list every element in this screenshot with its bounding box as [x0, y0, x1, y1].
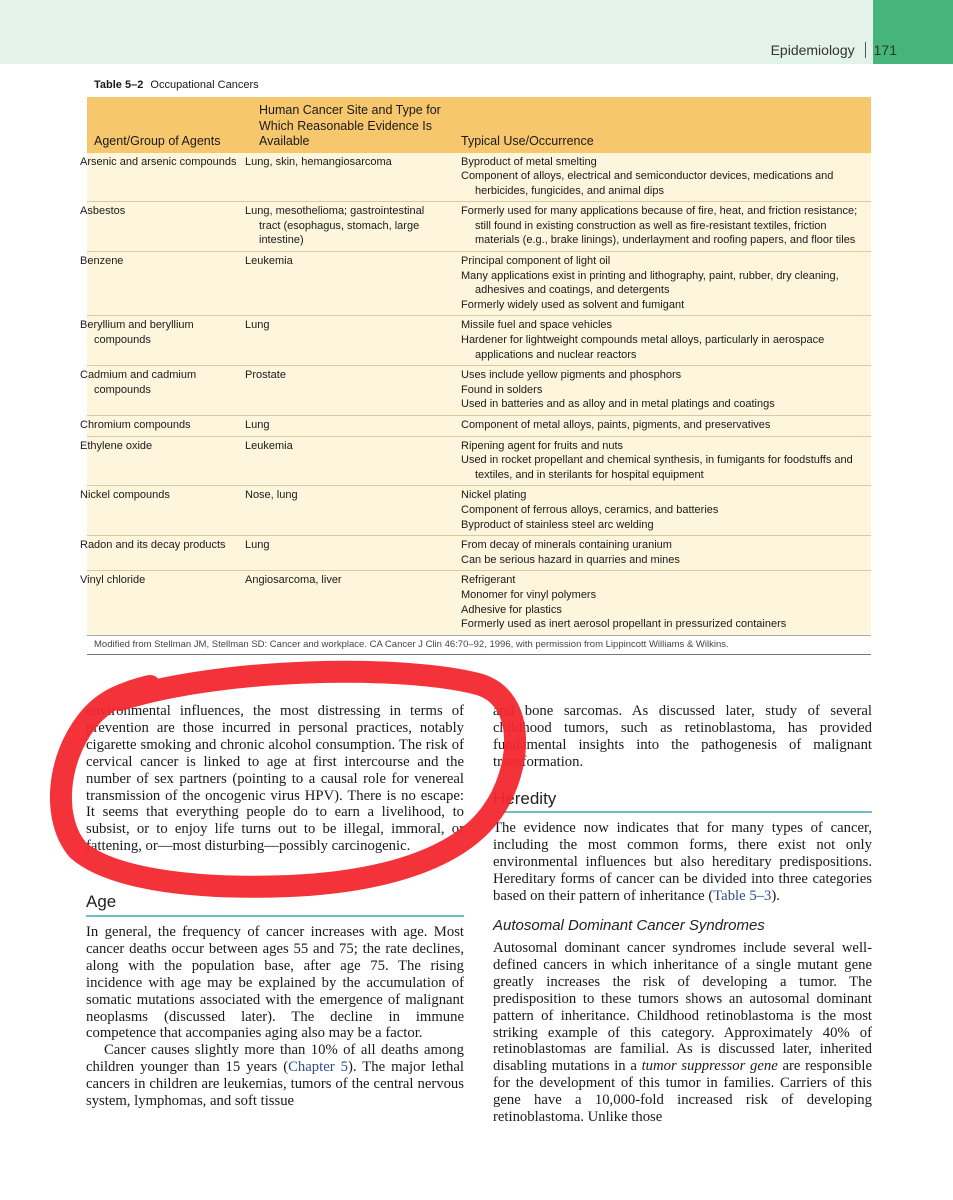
column-header-agent: Agent/Group of Agents [87, 97, 252, 153]
cancer-site-cell: Leukemia [252, 252, 454, 316]
use-cell [454, 536, 871, 571]
subheading-autosomal: Autosomal Dominant Cancer Syndromes [493, 917, 765, 934]
use-cell [454, 252, 871, 316]
use-entry: Monomer for vinyl polymers [461, 588, 597, 601]
use-entry: Ripening agent for fruits and nuts [461, 439, 624, 452]
use-cell [454, 436, 871, 486]
table-row [87, 202, 871, 252]
table-caption-title: Occupational Cancers [150, 79, 259, 91]
cancer-site-cell: Lung [252, 416, 454, 437]
cancer-site-cell: Nose, lung [252, 486, 454, 536]
paragraph-text: ). The major lethal cancers in children are leukemias, tumors of the central nervous system, lymphomas, and soft tissue [86, 1059, 464, 1110]
column-header-use: Typical Use/Occurrence [454, 97, 871, 153]
use-cell [454, 316, 871, 366]
use-cell [454, 366, 871, 416]
use-entry: Principal component of light oil [461, 255, 611, 268]
running-header [771, 42, 897, 58]
use-entry: Formerly used for many applications because of fire, heat, and friction resistance; still found in existing construction as well as fire-resistant textiles, friction materials (e.g., brake linings), underlayment and roofing papers, and floor tiles [461, 205, 858, 247]
use-entry: Refrigerant [461, 574, 516, 587]
table-caption [94, 79, 259, 91]
use-entry: Uses include yellow pigments and phosphors [461, 369, 682, 382]
table-row [87, 416, 871, 437]
use-entry: Hardener for lightweight compounds metal alloys, particularly in aerospace applications and nuclear reactors [461, 334, 825, 361]
left-column-intro [86, 703, 464, 855]
table-row [87, 571, 871, 635]
chapter-link[interactable]: Chapter 5 [288, 1059, 348, 1076]
use-entry: Missile fuel and space vehicles [461, 319, 613, 332]
right-column-intro [493, 703, 872, 771]
paragraph-text: ). [771, 887, 780, 904]
agent-cell: Radon and its decay products [87, 536, 252, 571]
section-rule-heredity [493, 811, 872, 813]
left-column-age [86, 924, 464, 1110]
use-cell [454, 416, 871, 437]
section-rule-age [86, 915, 464, 917]
table-link[interactable]: Table 5–3 [713, 887, 772, 904]
paragraph-heredity [493, 820, 872, 905]
agent-cell: Benzene [87, 252, 252, 316]
use-entry: Used in batteries and as alloy and in metal platings and coatings [461, 398, 775, 411]
table-body [80, 153, 871, 635]
section-heading-age: Age [86, 892, 117, 911]
use-entry: Component of ferrous alloys, ceramics, and batteries [461, 503, 719, 516]
table-row [87, 316, 871, 366]
cancer-site-cell: Leukemia [252, 436, 454, 486]
table-row [87, 536, 871, 571]
agent-cell: Vinyl chloride [87, 571, 252, 635]
paragraph-age-2 [86, 1042, 464, 1110]
use-entry: Byproduct of metal smelting [461, 155, 597, 168]
use-entry: Can be serious hazard in quarries and mines [461, 553, 680, 566]
table-footnote: Modified from Stellman JM, Stellman SD: Cancer and workplace. CA Cancer J Clin 46:70–92, 1996, with permission from Lippincott Williams & Wilkins. [87, 635, 871, 655]
use-cell [454, 486, 871, 536]
section-heading-heredity: Heredity [493, 789, 557, 808]
paragraph-environmental: environmental influences, the most distressing in terms of prevention are those incurred in personal practices, notably cigarette smoking and chronic alcohol consumption. The risk of cervical cancer is linked to age at first intercourse and the number of sex partners (pointing to a causal role for venereal transmission of the oncogenic virus HPV). There is no escape: It seems that everything people do to earn a livelihood, to subsist, or to enjoy life turns out to be illegal, immoral, or fattening, or—most disturbing—possibly carcinogenic. [86, 703, 464, 855]
paragraph-age-1: In general, the frequency of cancer increases with age. Most cancer deaths occur between ages 55 and 75; the rate declines, along with the population base, after age 75. The rising incidence with age may be explained by the accumulation of somatic mutations associated with the emergence of malignant neoplasms (discussed later). The decline in immune competence that accompanies aging also may be a factor. [86, 924, 464, 1042]
column-header-site: Human Cancer Site and Type for Which Reasonable Evidence Is Available [252, 97, 454, 153]
paragraph-text: are responsible for the development of this tumor in families. Carriers of this gene have a 10,000-fold increased risk of developing retinoblastoma. Unlike those [493, 1058, 872, 1126]
use-entry: Component of alloys, electrical and semiconductor devices, medications and herbicides, fungicides, and animal dips [461, 170, 834, 197]
paragraph-text: Cancer causes slightly more than 10% of all deaths among children younger than 15 years ( [86, 1042, 464, 1076]
cancer-site-cell: Lung, mesothelioma; gastrointestinal tract (esophagus, stomach, large intestine) [252, 202, 454, 252]
paragraph-text: The evidence now indicates that for many types of cancer, including the most common forms, there exist not only environmental influences but also hereditary predispositions. Hereditary forms of cancer can be divided into three categories based on their pattern of inheritance ( [493, 820, 872, 904]
use-cell [454, 153, 871, 202]
use-entry: From decay of minerals containing uranium [461, 539, 672, 552]
cancer-site-cell: Angiosarcoma, liver [252, 571, 454, 635]
paragraph-autosomal [493, 940, 872, 1126]
use-cell [454, 571, 871, 635]
use-entry: Adhesive for plastics [461, 603, 562, 616]
right-column-heredity [493, 820, 872, 905]
use-entry: Many applications exist in printing and lithography, paint, rubber, dry cleaning, adhesives and coatings, and detergents [461, 269, 839, 297]
cancer-site-cell: Lung [252, 536, 454, 571]
table-row [87, 436, 871, 486]
table-row [87, 366, 871, 416]
cancer-site-cell: Prostate [252, 366, 454, 416]
paragraph-text: Autosomal dominant cancer syndromes include several well-defined cancers in which inheritance of a single mutant gene greatly increases the risk of developing a tumor. The predisposition to these tumors shows an autosomal dominant pattern of inheritance. Childhood retinoblastoma is the most striking example of this category. Approximately 40% of retinoblastomas are familial. As is discussed later, inherited disabling mutations in a [493, 940, 872, 1075]
use-entry: Component of metal alloys, paints, pigments, and preservatives [461, 419, 771, 431]
cancer-site-cell: Lung, skin, hemangiosarcoma [245, 155, 392, 168]
use-entry: Formerly used as inert aerosol propellant in pressurized containers [461, 618, 787, 631]
table-row [87, 153, 871, 202]
table-row [87, 486, 871, 536]
page-number: 171 [865, 42, 897, 58]
italic-term: tumor suppressor gene [641, 1058, 778, 1075]
running-title: Epidemiology [770, 42, 855, 58]
occupational-cancers-table [80, 97, 871, 635]
agent-cell: Cadmium and cadmium compounds [87, 366, 252, 416]
use-entry: Byproduct of stainless steel arc welding [461, 518, 654, 531]
use-entry: Used in rocket propellant and chemical synthesis, in fumigants for foodstuffs and textiles, and in sterilants for hospital equipment [461, 454, 853, 481]
right-column-autosomal [493, 940, 872, 1126]
agent-cell: Nickel compounds [87, 486, 252, 536]
paragraph-bone-sarcomas: and bone sarcomas. As discussed later, study of several childhood tumors, such as retinoblastoma, has provided fundamental insights into the pathogenesis of malignant transformation. [493, 703, 872, 770]
table-header-row [87, 97, 871, 153]
agent-cell: Beryllium and beryllium compounds [87, 316, 252, 366]
cancer-site-cell: Lung [252, 316, 454, 366]
use-cell [454, 202, 871, 252]
use-entry: Formerly widely used as solvent and fumigant [461, 298, 685, 311]
use-entry: Nickel plating [461, 489, 527, 502]
agent-cell: Chromium compounds [87, 416, 252, 437]
agent-cell: Ethylene oxide [87, 436, 252, 486]
agent-cell: Arsenic and arsenic compounds [80, 155, 237, 168]
agent-cell: Asbestos [87, 202, 252, 252]
use-entry: Found in solders [461, 383, 543, 396]
table-row [87, 252, 871, 316]
table-caption-label: Table 5–2 [94, 79, 144, 91]
